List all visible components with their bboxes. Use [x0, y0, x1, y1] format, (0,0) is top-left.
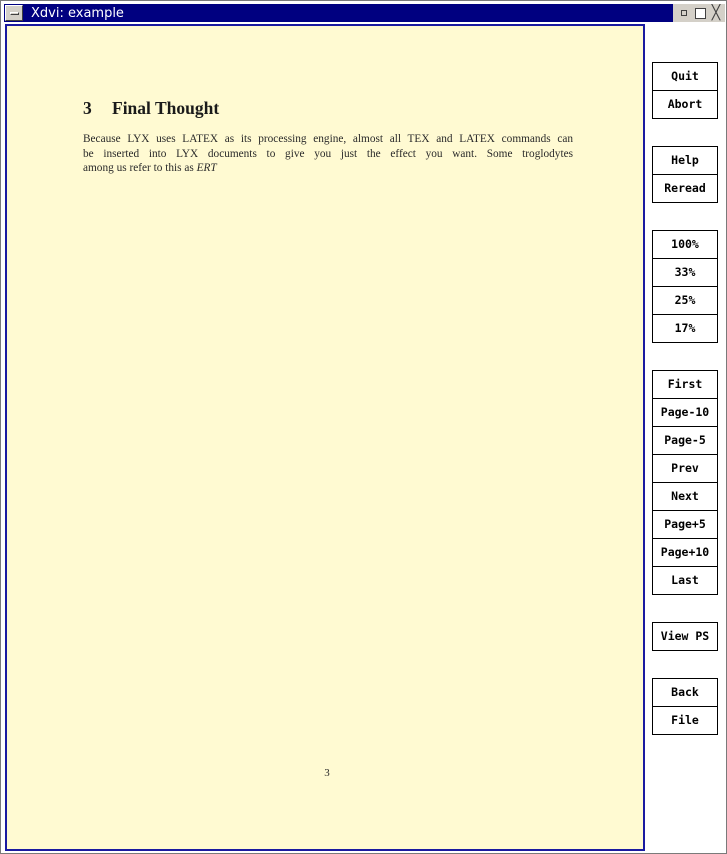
window-menu-icon: [10, 12, 19, 15]
window-title: Xdvi: example: [31, 5, 124, 21]
close-button[interactable]: [709, 6, 723, 20]
next-page-button[interactable]: Next: [653, 483, 717, 511]
page-plus-5-button[interactable]: Page+5: [653, 511, 717, 539]
file-button[interactable]: File: [671, 713, 699, 727]
first-page-button[interactable]: First: [653, 371, 717, 399]
page-plus-10-button[interactable]: Page+10: [653, 539, 717, 567]
zoom-33-button[interactable]: 33%: [653, 259, 717, 287]
abort-button[interactable]: Abort: [667, 97, 703, 111]
close-icon: ╳: [711, 5, 721, 21]
view-ps-button[interactable]: View PS: [660, 629, 710, 643]
group-quit: [652, 62, 718, 119]
window-controls: [673, 4, 725, 22]
maximize-button[interactable]: [693, 6, 707, 20]
window-menu-button[interactable]: [5, 5, 23, 21]
group-navigation: [652, 370, 718, 595]
zoom-100-button[interactable]: 100%: [653, 231, 717, 259]
paragraph-line-text: among us refer to this as: [83, 162, 197, 174]
quit-button[interactable]: Quit: [653, 63, 717, 91]
reread-button[interactable]: Reread: [664, 181, 706, 195]
group-file: [652, 678, 718, 735]
zoom-25-button[interactable]: 25%: [653, 287, 717, 315]
page-minus-5-button[interactable]: Page-5: [653, 427, 717, 455]
last-page-button[interactable]: Last: [671, 573, 699, 587]
dvi-page[interactable]: [5, 24, 645, 851]
title-bar[interactable]: [4, 4, 725, 22]
zoom-17-button[interactable]: 17%: [674, 321, 696, 335]
help-button[interactable]: Help: [653, 147, 717, 175]
button-panel: [646, 24, 725, 851]
minimize-button[interactable]: [677, 6, 691, 20]
maximize-icon: [695, 8, 706, 19]
page-minus-10-button[interactable]: Page-10: [653, 399, 717, 427]
group-view-ps: [652, 622, 718, 651]
minimize-icon: [681, 10, 687, 16]
paragraph-line: Because LYX uses LATEX as its processing engine, almost all TEX and LATEX commands can: [83, 133, 573, 145]
page-number: 3: [324, 767, 330, 779]
group-help: [652, 146, 718, 203]
back-button[interactable]: Back: [653, 679, 717, 707]
paragraph-line: [83, 161, 573, 176]
section-number: 3: [83, 98, 92, 118]
body-paragraph: [83, 132, 573, 176]
paragraph-line: be inserted into LYX documents to give you just the effect you want. Some troglodytes: [83, 147, 573, 160]
section-title: Final Thought: [112, 98, 220, 118]
group-zoom: [652, 230, 718, 343]
prev-page-button[interactable]: Prev: [653, 455, 717, 483]
paragraph-emphasis: ERT: [196, 162, 217, 174]
section-heading: [83, 98, 219, 119]
